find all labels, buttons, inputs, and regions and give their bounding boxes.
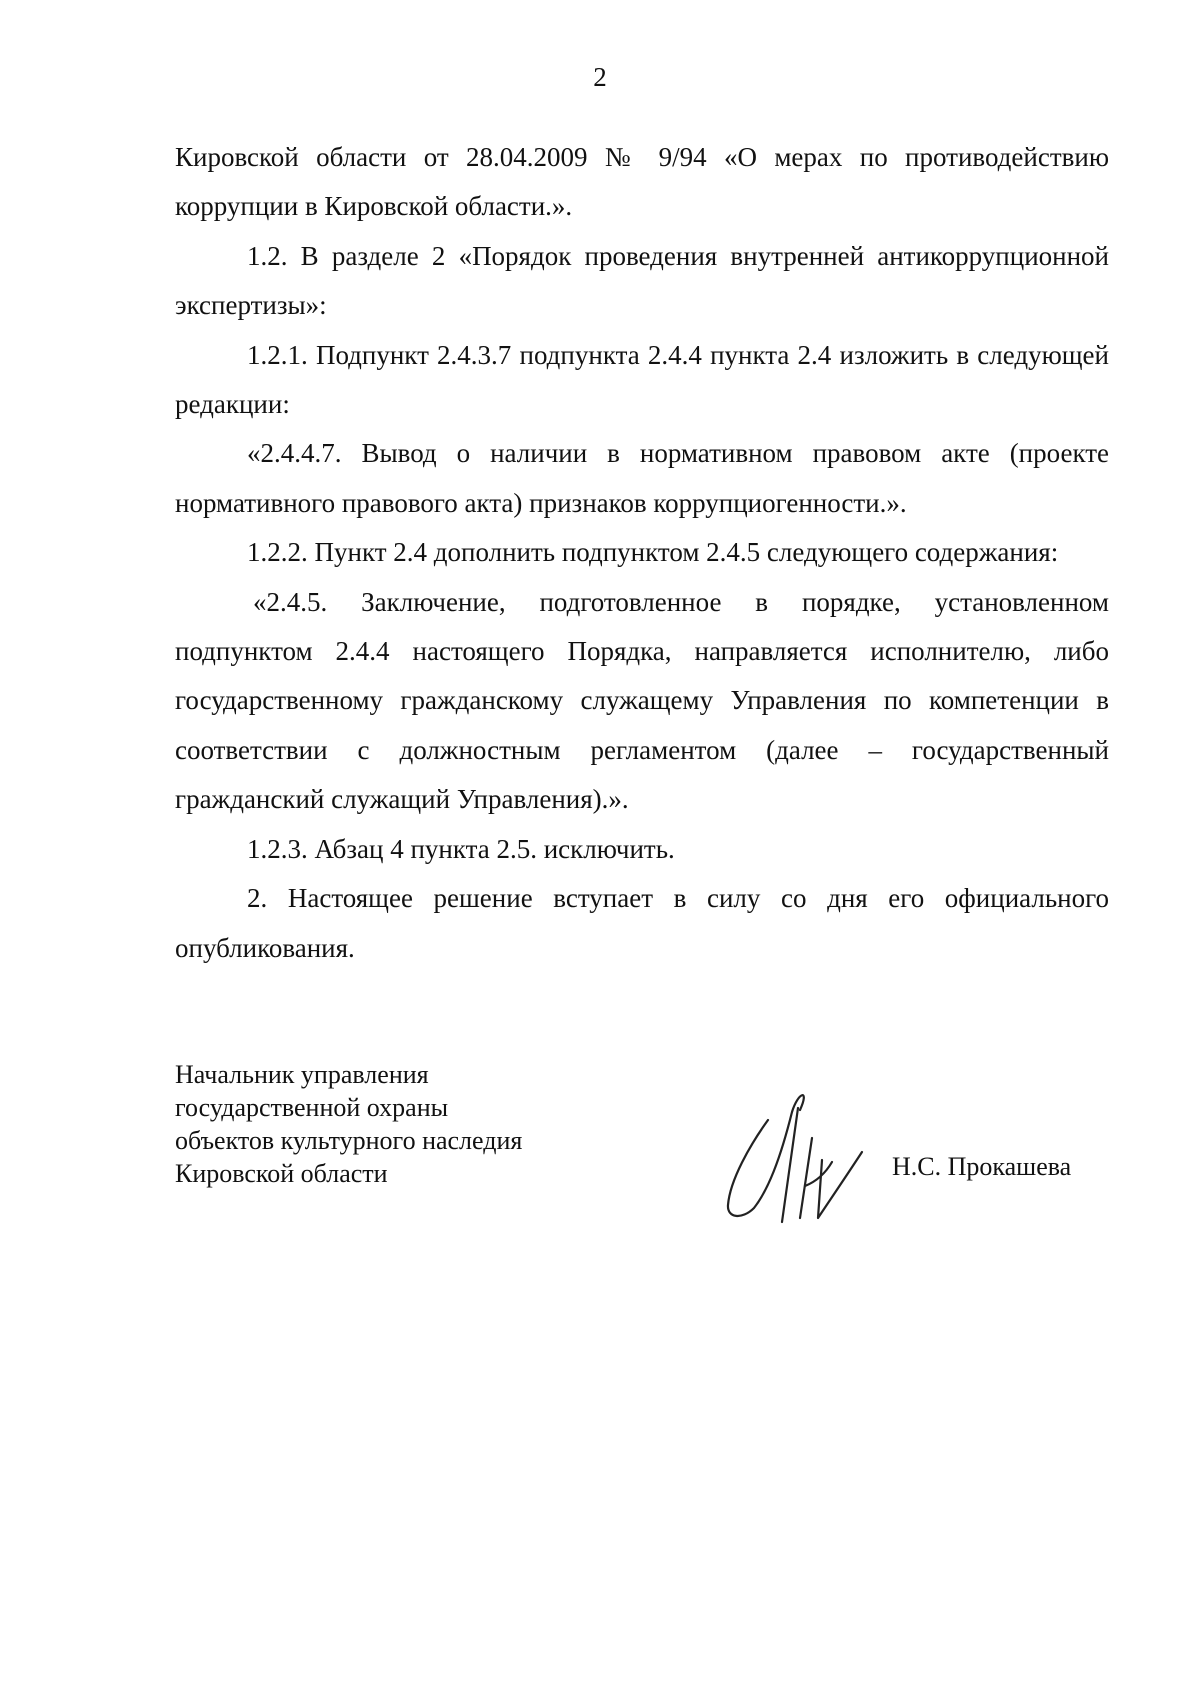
handwritten-signature-icon [720, 1090, 870, 1225]
signatory-position [175, 1058, 522, 1190]
paragraph-1-2: 1.2. В разделе 2 «Порядок проведения внутренней антикоррупционной экспертизы»: [175, 240, 1109, 321]
signer-name: Н.С. Прокашева [892, 1152, 1072, 1181]
paragraph-1-2-2: 1.2.2. Пункт 2.4 дополнить подпунктом 2.4.5 следующего содержания: [247, 537, 1059, 568]
paragraph-quote-2-4-4-7: «2.4.4.7. Вывод о наличии в нормативном правовом акте (проекте нормативного правового акта) признаков коррупциогенности.». [175, 438, 1109, 518]
page-number: 2 [593, 62, 607, 92]
document-body [175, 133, 1109, 973]
paragraph-continuation: Кировской области от 28.04.2009 № 9/94 «О мерах по противодействию коррупции в Кировской области.». [175, 142, 1109, 222]
position-line: государственной охраны [175, 1093, 449, 1122]
paragraph-2: 2. Настоящее решение вступает в силу со дня его официального опубликования. [175, 883, 1109, 963]
paragraph-quote-2-4-5: «2.4.5. Заключение, подготовленное в порядке, установленном подпунктом 2.4.4 настоящего Порядка, направляется исполнителю, либо государственному гражданскому служащему Управления по компетенции в соответствии с должностным регламентом (далее – государственный гражданский служащий Управления).». [175, 586, 1109, 815]
paragraph-1-2-3: 1.2.3. Абзац 4 пункта 2.5. исключить. [247, 833, 675, 864]
position-line: Начальник управления [175, 1060, 429, 1089]
paragraph-1-2-1: 1.2.1. Подпункт 2.4.3.7 подпункта 2.4.4 пункта 2.4 изложить в следующей редакции: [175, 339, 1109, 420]
position-line: объектов культурного наследия [175, 1126, 523, 1155]
position-line: Кировской области [175, 1159, 388, 1188]
